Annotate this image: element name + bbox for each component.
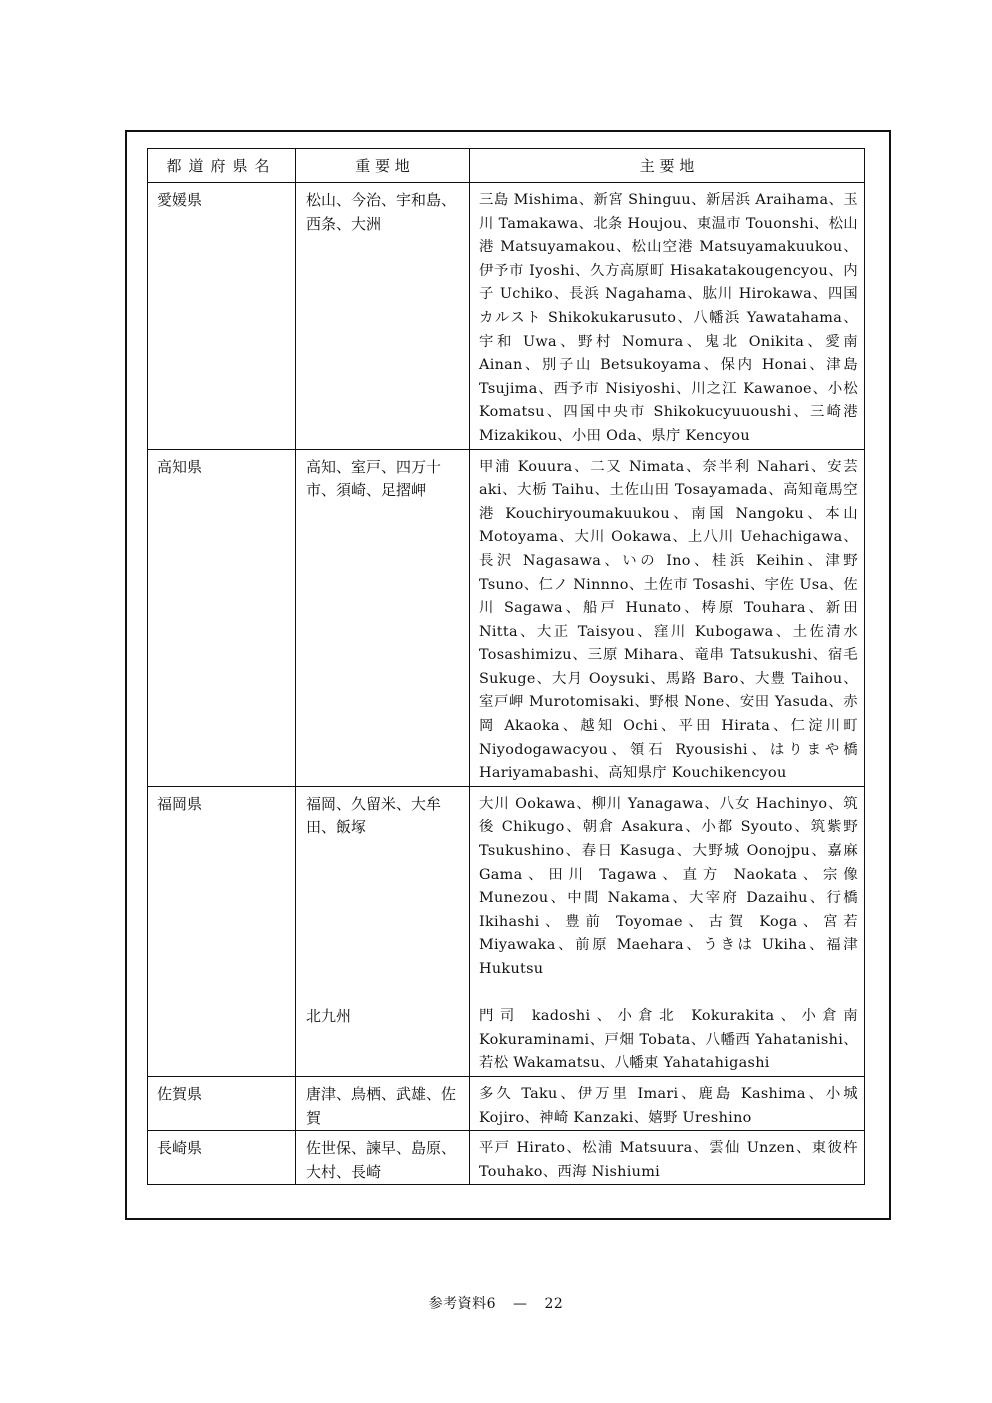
prefecture-name: 長崎県	[148, 1131, 296, 1185]
footer-dash: —	[513, 1296, 528, 1312]
page-number: 22	[544, 1296, 564, 1312]
location-table	[147, 148, 865, 1185]
important-places: 高知、室戸、四万十市、須崎、足摺岬	[296, 449, 470, 786]
important-places-main: 福岡、久留米、大牟田、飯塚	[306, 794, 442, 837]
main-places: 甲浦 Kouura、二又 Nimata、奈半利 Nahari、安芸 aki、大栃 Taihu、土佐山田 Tosayamada、高知竜馬空港 Kouchiryoumakuukou、南国 Nangoku、本山 Motoyama、大川 Ookawa、上八川 Uehachigawa、長沢 Nagasawa、いの Ino、桂浜 Keihin、津野 Tsuno、仁ノ Ninnno、土佐市 Tosashi、宇佐 Usa、佐川 Sagawa、船戸 Hunato、梼原 Touhara、新田 Nitta、大正 Taisyou、窪川 Kubogawa、土佐清水 Tosashimizu、三原 Mihara、竜串 Tatsukushi、宿毛 Sukuge、大月 Ooysuki、馬路 Baro、大豊 Taihou、室戸岬 Murotomisaki、野根 None、安田 Yasuda、赤岡 Akaoka、越知 Ochi、平田 Hirata、仁淀川町 Niyodogawacyou、領石 Ryousishi、はりまや橋 Hariyamabashi、高知県庁 Kouchikencyou	[470, 449, 865, 786]
prefecture-name: 福岡県	[148, 786, 296, 1076]
table-row-ehime	[148, 183, 865, 450]
prefecture-name: 高知県	[148, 449, 296, 786]
page-footer	[0, 1293, 992, 1313]
footer-label: 参考資料6	[428, 1296, 497, 1312]
main-places: 多久 Taku、伊万里 Imari、鹿島 Kashima、小城 Kojiro、神崎 Kanzaki、嬉野 Ureshino	[470, 1076, 865, 1130]
important-places-sub: 北九州	[306, 1007, 352, 1026]
prefecture-name: 愛媛県	[148, 183, 296, 450]
important-places: 松山、今治、宇和島、西条、大洲	[296, 183, 470, 450]
main-places-sub: 門司 kadoshi、小倉北 Kokurakita、小倉南 Kokuraminami、戸畑 Tobata、八幡西 Yahatanishi、若松 Wakamatsu、八幡東 Yahatahigashi	[479, 1008, 858, 1072]
table-row-fukuoka	[148, 786, 865, 1076]
main-places: 平戸 Hirato、松浦 Matsuura、雲仙 Unzen、東彼杵 Touhako、西海 Nishiumi	[470, 1131, 865, 1185]
table-header-row	[148, 149, 865, 183]
table-row-nagasaki	[148, 1131, 865, 1185]
header-main: 主 要 地	[470, 149, 865, 183]
header-important: 重 要 地	[296, 149, 470, 183]
important-places	[296, 786, 470, 1076]
main-places-main: 大川 Ookawa、柳川 Yanagawa、八女 Hachinyo、筑後 Chikugo、朝倉 Asakura、小都 Syouto、筑紫野 Tsukushino、春日 Kasuga、大野城 Oonojpu、嘉麻 Gama、田川 Tagawa、直方 Naokata、宗像 Munezou、中間 Nakama、大宰府 Dazaihu、行橋 Ikihashi、豊前 Toyomae、古賀 Koga、宮若 Miyawaka、前原 Maehara、うきは Ukiha、福津 Hukutsu	[479, 795, 858, 977]
main-places	[470, 786, 865, 1076]
important-places: 唐津、鳥栖、武雄、佐賀	[296, 1076, 470, 1130]
prefecture-name: 佐賀県	[148, 1076, 296, 1130]
header-prefecture: 都道府県名	[148, 149, 296, 183]
table-row-saga	[148, 1076, 865, 1130]
main-places: 三島 Mishima、新宮 Shinguu、新居浜 Araihama、玉川 Tamakawa、北条 Houjou、東温市 Touonshi、松山港 Matsuyamakou、松山空港 Matsuyamakuukou、伊予市 Iyoshi、久方高原町 Hisakatakougencyou、内子 Uchiko、長浜 Nagahama、肱川 Hirokawa、四国カルスト Shikokukarusuto、八幡浜 Yawatahama、宇和 Uwa、野村 Nomura、鬼北 Onikita、愛南 Ainan、別子山 Betsukoyama、保内 Honai、津島 Tsujima、西予市 Nisiyoshi、川之江 Kawanoe、小松 Komatsu、四国中央市 Shikokucyuuoushi、三崎港 Mizakikou、小田 Oda、県庁 Kencyou	[470, 183, 865, 450]
important-places: 佐世保、諫早、島原、大村、長崎	[296, 1131, 470, 1185]
table-row-kochi	[148, 449, 865, 786]
